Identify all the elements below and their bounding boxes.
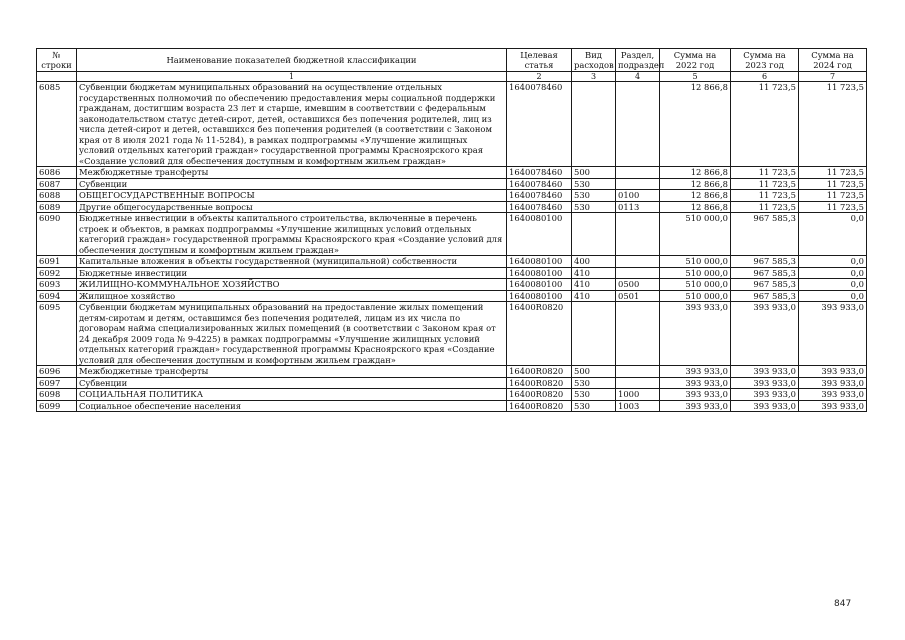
row-expense-kind: 530 [572,389,616,401]
row-section: 0501 [616,290,660,302]
column-number: 2 [507,72,572,82]
row-expense-kind: 410 [572,267,616,279]
row-number: 6096 [37,366,77,378]
table-row [37,178,867,190]
row-target-code: 1640078460 [507,82,572,167]
row-sum-2024: 393 933,0 [799,377,867,389]
row-number: 6086 [37,167,77,179]
table-row [37,201,867,213]
column-number: 5 [660,72,731,82]
header-row-no: № строки [37,49,77,72]
table-row [37,290,867,302]
row-name: ЖИЛИЩНО-КОММУНАЛЬНОЕ ХОЗЯЙСТВО [77,279,507,291]
row-sum-2024: 0,0 [799,279,867,291]
row-sum-2024: 393 933,0 [799,366,867,378]
header-kind: Вид расходов [572,49,616,72]
row-name: Межбюджетные трансферты [77,366,507,378]
table-row [37,256,867,268]
row-target-code: 16400R0820 [507,302,572,366]
column-number-spacer [37,72,77,82]
row-number: 6094 [37,290,77,302]
row-number: 6097 [37,377,77,389]
row-sum-2023: 11 723,5 [731,82,799,167]
header-row [37,49,867,72]
table-row [37,190,867,202]
row-sum-2024: 393 933,0 [799,302,867,366]
row-sum-2023: 393 933,0 [731,377,799,389]
row-sum-2024: 11 723,5 [799,190,867,202]
row-target-code: 1640080100 [507,290,572,302]
row-section [616,167,660,179]
column-number: 4 [616,72,660,82]
row-sum-2024: 393 933,0 [799,400,867,412]
row-target-code: 16400R0820 [507,389,572,401]
row-expense-kind: 410 [572,279,616,291]
row-sum-2022: 393 933,0 [660,400,731,412]
row-number: 6095 [37,302,77,366]
header-target: Целевая статья [507,49,572,72]
row-target-code: 1640080100 [507,267,572,279]
row-sum-2023: 967 585,3 [731,213,799,256]
row-expense-kind: 400 [572,256,616,268]
row-section [616,213,660,256]
column-number: 1 [77,72,507,82]
row-sum-2023: 393 933,0 [731,389,799,401]
row-number: 6093 [37,279,77,291]
row-sum-2024: 11 723,5 [799,178,867,190]
row-section: 0500 [616,279,660,291]
row-sum-2023: 393 933,0 [731,366,799,378]
page-number: 847 [834,599,852,609]
row-number: 6099 [37,400,77,412]
table-row [37,302,867,366]
row-sum-2022: 510 000,0 [660,267,731,279]
row-name: Другие общегосударственные вопросы [77,201,507,213]
row-sum-2023: 393 933,0 [731,302,799,366]
row-target-code: 1640080100 [507,256,572,268]
row-sum-2022: 12 866,8 [660,82,731,167]
row-section: 1003 [616,400,660,412]
row-sum-2022: 510 000,0 [660,279,731,291]
row-section: 0113 [616,201,660,213]
row-section [616,267,660,279]
row-number: 6088 [37,190,77,202]
row-section: 0100 [616,190,660,202]
row-number: 6089 [37,201,77,213]
row-sum-2022: 393 933,0 [660,389,731,401]
row-name: Субвенции [77,377,507,389]
table-row [37,377,867,389]
row-target-code: 1640078460 [507,167,572,179]
row-target-code: 16400R0820 [507,377,572,389]
header-name: Наименование показателей бюджетной классификации [77,49,507,72]
row-sum-2022: 12 866,8 [660,167,731,179]
row-sum-2022: 510 000,0 [660,213,731,256]
row-name: ОБЩЕГОСУДАРСТВЕННЫЕ ВОПРОСЫ [77,190,507,202]
column-number: 6 [731,72,799,82]
row-number: 6092 [37,267,77,279]
row-name: Субвенции [77,178,507,190]
row-name: Межбюджетные трансферты [77,167,507,179]
table-row [37,82,867,167]
row-section [616,82,660,167]
row-section [616,377,660,389]
row-sum-2022: 12 866,8 [660,201,731,213]
header-sum-2022: Сумма на 2022 год [660,49,731,72]
header-sum-2023: Сумма на 2023 год [731,49,799,72]
row-target-code: 1640078460 [507,190,572,202]
row-section [616,366,660,378]
row-name: Жилищное хозяйство [77,290,507,302]
row-name: Социальное обеспечение населения [77,400,507,412]
row-sum-2024: 0,0 [799,213,867,256]
row-section: 1000 [616,389,660,401]
row-sum-2024: 11 723,5 [799,82,867,167]
row-sum-2024: 11 723,5 [799,201,867,213]
row-expense-kind: 500 [572,167,616,179]
row-name: Субвенции бюджетам муниципальных образований на предоставление жилых помещений детям-сиротам и детям, оставшимся без попечения родителей, лицам из их числа по договорам найма специализированных жилых помещений (в соответствии с Законом края от 24 декабря 2009 года № 9-4225) в рамках подпрограммы «Улучшение жилищных условий отдельных категорий граждан» государственной программы Красноярского края «Создание условий для обеспечения доступным и комфортным жильем граждан» [77,302,507,366]
row-sum-2024: 0,0 [799,256,867,268]
row-sum-2022: 12 866,8 [660,178,731,190]
row-sum-2023: 11 723,5 [731,190,799,202]
row-section [616,302,660,366]
row-sum-2023: 967 585,3 [731,290,799,302]
row-expense-kind [572,82,616,167]
row-name: Капитальные вложения в объекты государственной (муниципальной) собственности [77,256,507,268]
table-row [37,279,867,291]
row-sum-2024: 393 933,0 [799,389,867,401]
row-sum-2023: 967 585,3 [731,279,799,291]
header-section: Раздел, подраздел [616,49,660,72]
row-sum-2022: 393 933,0 [660,366,731,378]
row-sum-2022: 393 933,0 [660,302,731,366]
column-number: 7 [799,72,867,82]
row-number: 6090 [37,213,77,256]
table-row [37,400,867,412]
row-number: 6098 [37,389,77,401]
row-target-code: 16400R0820 [507,366,572,378]
row-sum-2023: 11 723,5 [731,201,799,213]
row-sum-2023: 393 933,0 [731,400,799,412]
row-name: Бюджетные инвестиции в объекты капитального строительства, включенные в перечень строек и объектов, в рамках подпрограммы «Улучшение жилищных условий отдельных категорий граждан» государственной программы Красноярского края «Создание условий для обеспечения доступным и комфортным жильем граждан» [77,213,507,256]
table-row [37,267,867,279]
row-target-code: 1640080100 [507,279,572,291]
row-target-code: 16400R0820 [507,400,572,412]
row-sum-2023: 11 723,5 [731,167,799,179]
table-row [37,366,867,378]
row-target-code: 1640078460 [507,178,572,190]
row-target-code: 1640078460 [507,201,572,213]
row-expense-kind: 530 [572,400,616,412]
row-sum-2022: 393 933,0 [660,377,731,389]
row-name: СОЦИАЛЬНАЯ ПОЛИТИКА [77,389,507,401]
row-expense-kind [572,302,616,366]
row-name: Бюджетные инвестиции [77,267,507,279]
row-name: Субвенции бюджетам муниципальных образований на осуществление отдельных государственных полномочий по обеспечению предоставления меры социальной поддержки гражданам, достигшим возраста 23 лет и старше, имевшим в соответствии с федеральным законодательством статус детей-сирот, детей, оставшихся без попечения родителей, лиц из числа детей-сирот и детей, оставшихся без попечения родителей (в соответствии с Законом края от 8 июля 2021 года № 11-5284), в рамках подпрограммы «Улучшение жилищных условий отдельных категорий граждан» государственной программы Красноярского края «Создание условий для обеспечения доступным и комфортным жильем граждан» [77,82,507,167]
row-sum-2022: 510 000,0 [660,290,731,302]
table-row [37,213,867,256]
row-section [616,256,660,268]
row-sum-2023: 967 585,3 [731,267,799,279]
row-expense-kind: 500 [572,366,616,378]
row-expense-kind: 530 [572,190,616,202]
column-number: 3 [572,72,616,82]
row-expense-kind: 530 [572,377,616,389]
table-row [37,167,867,179]
row-sum-2024: 0,0 [799,290,867,302]
table-row [37,389,867,401]
row-number: 6087 [37,178,77,190]
row-sum-2022: 12 866,8 [660,190,731,202]
row-expense-kind [572,213,616,256]
row-sum-2023: 967 585,3 [731,256,799,268]
row-sum-2022: 510 000,0 [660,256,731,268]
row-sum-2024: 11 723,5 [799,167,867,179]
row-sum-2024: 0,0 [799,267,867,279]
header-sum-2024: Сумма на 2024 год [799,49,867,72]
budget-table [36,48,867,412]
row-number: 6091 [37,256,77,268]
row-number: 6085 [37,82,77,167]
row-expense-kind: 530 [572,178,616,190]
table-body [37,82,867,412]
column-number-row [37,72,867,82]
row-sum-2023: 11 723,5 [731,178,799,190]
row-section [616,178,660,190]
row-target-code: 1640080100 [507,213,572,256]
row-expense-kind: 530 [572,201,616,213]
row-expense-kind: 410 [572,290,616,302]
